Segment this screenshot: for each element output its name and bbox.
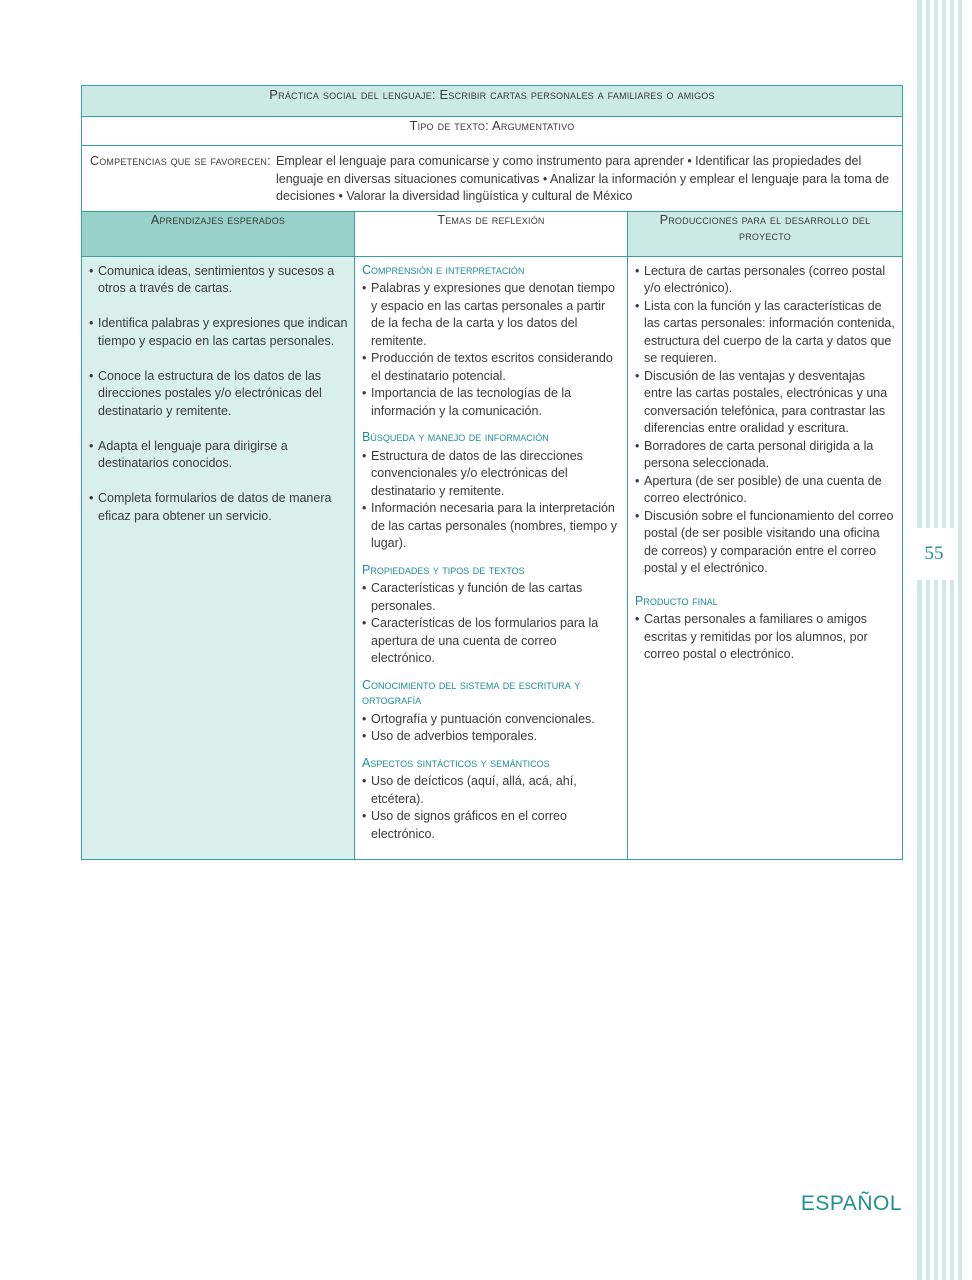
producto-final-item: • Cartas personales a familiares o amigos escritas y remitidas por los alumnos, por correo postal o electrónico. (635, 611, 896, 664)
produccion-item: • Borradores de carta personal dirigida a la persona seleccionada. (635, 438, 896, 473)
tema-item: • Características y función de las cartas personales. (362, 580, 621, 615)
tema-item: • Características de los formularios para la apertura de una cuenta de correo electrónico. (362, 615, 621, 668)
page-number: 55 (910, 528, 958, 580)
competencias-text: Emplear el lenguaje para comunicarse y como instrumento para aprender • Identificar las propiedades del lenguaje en diversas situaciones comunicativas • Analizar la información y emplear el lenguaje para la toma de decisiones • Valorar la diversidad lingüística y cultural de México (276, 154, 890, 203)
column-header-producciones: Producciones para el desarrollo del proyecto (628, 211, 903, 256)
competencias-label: Competencias que se favorecen: (90, 154, 271, 168)
producciones-cell (628, 256, 903, 859)
tema-section-title: Búsqueda y manejo de información (362, 430, 549, 444)
tema-item: • Palabras y expresiones que denotan tiempo y espacio en las cartas personales a partir de la fecha de la carta y los datos del remitente. (362, 280, 621, 350)
tema-item: • Ortografía y puntuación convencionales. (362, 711, 621, 729)
decorative-stripes (910, 0, 972, 1280)
tema-item: • Uso de signos gráficos en el correo electrónico. (362, 808, 621, 843)
tema-item: • Uso de deícticos (aquí, allá, acá, ahí, etcétera). (362, 773, 621, 808)
temas-cell (355, 256, 628, 859)
tema-item: • Información necesaria para la interpretación de las cartas personales (nombres, tiempo y lugar). (362, 500, 621, 553)
tema-section-title: Comprensión e interpretación (362, 262, 525, 277)
tema-item: • Estructura de datos de las direcciones convencionales y/o electrónicas del destinatario y remitente. (362, 448, 621, 501)
produccion-item: • Discusión de las ventajas y desventajas entre las cartas postales, electrónicas y una conversación telefónica, para contrastar las diferencias entre oralidad y escritura. (635, 368, 896, 438)
practice-title: Práctica social del lenguaje: Escribir cartas personales a familiares o amigos (82, 86, 903, 117)
competencias-row (82, 146, 903, 212)
tema-section-title: Propiedades y tipos de textos (362, 562, 525, 577)
column-header-aprendizajes: Aprendizajes esperados (82, 211, 355, 256)
aprendizaje-item: • Comunica ideas, sentimientos y sucesos a otros a través de cartas. (89, 263, 348, 298)
tema-item: • Uso de adverbios temporales. (362, 728, 621, 746)
produccion-item: • Apertura (de ser posible) de una cuenta de correo electrónico. (635, 473, 896, 508)
aprendizaje-item: • Adapta el lenguaje para dirigirse a destinatarios conocidos. (89, 438, 348, 473)
produccion-item: • Lectura de cartas personales (correo postal y/o electrónico). (635, 263, 896, 298)
produccion-item: • Lista con la función y las características de las cartas personales: información contenida, estructura del cuerpo de la carta y datos que se requieren. (635, 298, 896, 368)
aprendizajes-cell (82, 256, 355, 859)
tema-item: • Importancia de las tecnologías de la información y la comunicación. (362, 385, 621, 420)
tema-section-title: Conocimiento del sistema de escritura y ortografía (362, 677, 581, 707)
text-type: Tipo de texto: Argumentativo (82, 117, 903, 146)
tema-section-title: Aspectos sintácticos y semánticos (362, 755, 550, 770)
tema-item: • Producción de textos escritos considerando el destinatario potencial. (362, 350, 621, 385)
producto-final-title: Producto final (635, 593, 718, 608)
aprendizaje-item: • Identifica palabras y expresiones que indican tiempo y espacio en las cartas personales. (89, 315, 348, 350)
produccion-item: • Discusión sobre el funcionamiento del correo postal (de ser posible visitando una oficina de correos) y comparación entre el correo postal y el electrónico. (635, 508, 896, 578)
column-header-temas: Temas de reflexión (355, 211, 628, 256)
subject-footer: ESPAÑOL (800, 1192, 902, 1215)
aprendizaje-item: • Conoce la estructura de los datos de las direcciones postales y/o electrónicas del destinatario y remitente. (89, 368, 348, 421)
program-table (81, 85, 903, 860)
aprendizaje-item: • Completa formularios de datos de manera eficaz para obtener un servicio. (89, 490, 348, 525)
